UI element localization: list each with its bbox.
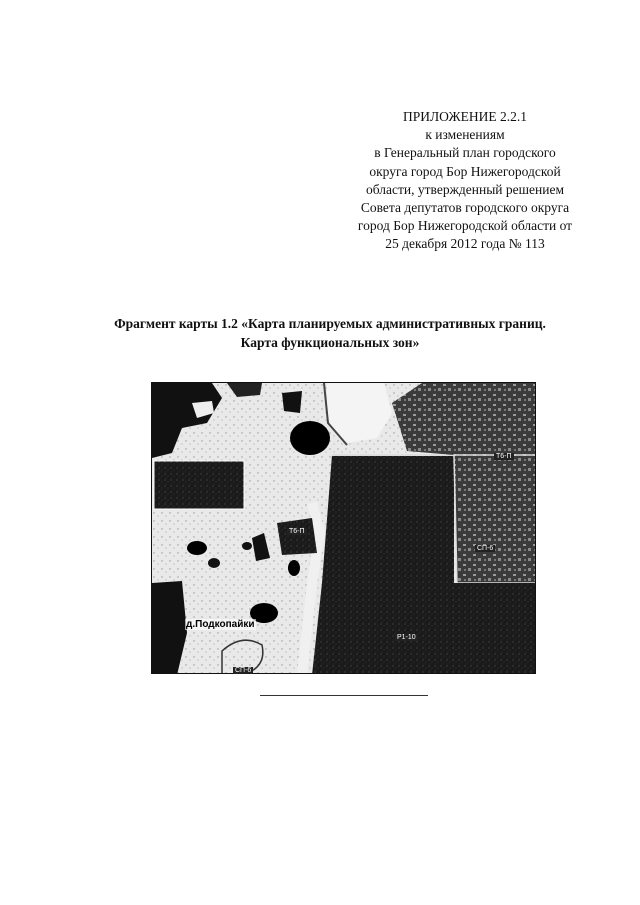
- divider-line: [260, 695, 428, 696]
- appendix-line: округа город Бор Нижегородской: [369, 163, 561, 179]
- zone-code-label: Р1-10: [397, 634, 416, 641]
- caption-line-2: Карта функциональных зон»: [240, 335, 420, 350]
- appendix-line: город Бор Нижегородской области от: [357, 218, 573, 234]
- appendix-line: ПРИЛОЖЕНИЕ 2.2.1: [402, 109, 528, 124]
- caption-line-1: Фрагмент карты 1.2 «Карта планируемых административных границ.: [114, 316, 546, 331]
- zone-code-label: Т6-П: [289, 528, 305, 535]
- map-caption: [60, 314, 600, 352]
- appendix-line: 25 декабря 2012 года № 113: [385, 236, 545, 252]
- appendix-header: [340, 108, 590, 254]
- place-label-podkopayki: д.Подкопайки: [186, 619, 255, 630]
- appendix-line: области, утвержденный решением: [366, 181, 564, 197]
- zone-code-label: СП-6: [477, 545, 494, 552]
- zone-code-label: СП-6: [235, 667, 252, 674]
- map-image: [152, 383, 536, 674]
- zone-code-label: Т6-П: [496, 453, 512, 460]
- appendix-line: в Генеральный план городского: [374, 145, 556, 161]
- appendix-line: Совета депутатов городского округа: [360, 200, 570, 216]
- map-fragment: [151, 382, 536, 674]
- appendix-line: к изменениям: [425, 127, 505, 143]
